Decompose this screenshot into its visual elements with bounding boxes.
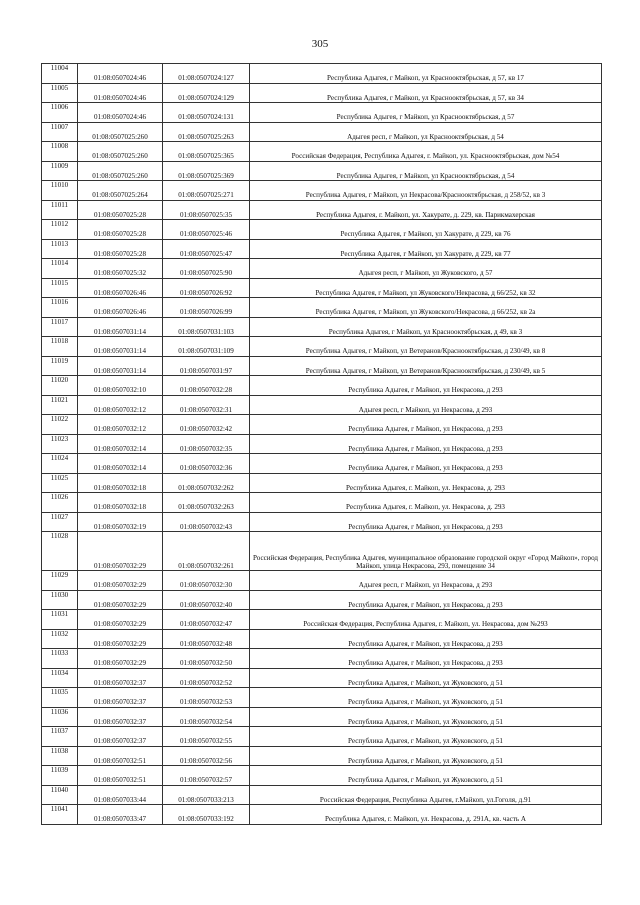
parent-cadastral-number-cell: 01:08:0507025:28 [78,239,163,259]
parent-cadastral-number-cell: 01:08:0507033:47 [78,805,163,825]
row-number-cell: 11032 [42,629,78,649]
row-number-cell: 11024 [42,454,78,474]
parent-cadastral-number-cell: 01:08:0507032:51 [78,766,163,786]
row-number-cell: 11039 [42,766,78,786]
table-row [42,103,602,123]
row-number-cell: 11037 [42,727,78,747]
cadastral-number-cell: 01:08:0507032:42 [163,415,250,435]
parent-cadastral-number-cell: 01:08:0507032:12 [78,395,163,415]
parent-cadastral-number-cell: 01:08:0507032:12 [78,415,163,435]
table-row [42,161,602,181]
parent-cadastral-number-cell: 01:08:0507032:29 [78,649,163,669]
parent-cadastral-number-cell: 01:08:0507032:37 [78,727,163,747]
cadastral-number-cell: 01:08:0507032:30 [163,571,250,591]
address-cell: Республика Адыгея, г Майкоп, ул Жуковского/Некрасова, д 66/252, кв 2а [250,298,602,318]
row-number-cell: 11008 [42,142,78,162]
cadastral-number-cell: 01:08:0507032:54 [163,707,250,727]
row-number-cell: 11029 [42,571,78,591]
parent-cadastral-number-cell: 01:08:0507032:37 [78,688,163,708]
table-row [42,668,602,688]
parent-cadastral-number-cell: 01:08:0507032:29 [78,590,163,610]
cadastral-number-cell: 01:08:0507033:213 [163,785,250,805]
parent-cadastral-number-cell: 01:08:0507032:51 [78,746,163,766]
table-row [42,805,602,825]
table-row [42,220,602,240]
cadastral-number-cell: 01:08:0507025:263 [163,122,250,142]
cadastral-number-cell: 01:08:0507033:192 [163,805,250,825]
table-row [42,629,602,649]
row-number-cell: 11009 [42,161,78,181]
row-number-cell: 11033 [42,649,78,669]
parent-cadastral-number-cell: 01:08:0507032:37 [78,707,163,727]
table-row [42,512,602,532]
row-number-cell: 11019 [42,356,78,376]
parent-cadastral-number-cell: 01:08:0507032:19 [78,512,163,532]
row-number-cell: 11041 [42,805,78,825]
table-row [42,688,602,708]
cadastral-number-cell: 01:08:0507025:369 [163,161,250,181]
table-row [42,298,602,318]
address-cell: Республика Адыгея, г Майкоп, ул Краснооктябрьская, д 57 [250,103,602,123]
table-row [42,434,602,454]
cadastral-number-cell: 01:08:0507032:52 [163,668,250,688]
parent-cadastral-number-cell: 01:08:0507033:44 [78,785,163,805]
table-row [42,590,602,610]
cadastral-number-cell: 01:08:0507032:263 [163,493,250,513]
address-cell: Российская Федерация, Республика Адыгея, муниципальное образование городской округ «Город Майкоп», город Майкоп, улица Некрасова, 293, помещение 34 [250,532,602,571]
parent-cadastral-number-cell: 01:08:0507032:29 [78,610,163,630]
row-number-cell: 11004 [42,64,78,84]
cadastral-number-cell: 01:08:0507032:53 [163,688,250,708]
cadastral-number-cell: 01:08:0507032:36 [163,454,250,474]
cadastral-number-cell: 01:08:0507025:365 [163,142,250,162]
table-row [42,649,602,669]
table-row [42,376,602,396]
page-number: 305 [311,38,329,50]
address-cell: Республика Адыгея, г. Майкоп, ул. Некрасова, д. 291А, кв. часть А [250,805,602,825]
table-row [42,415,602,435]
address-cell: Республика Адыгея, г Майкоп, ул Краснооктябрьская, д 54 [250,161,602,181]
row-number-cell: 11022 [42,415,78,435]
row-number-cell: 11023 [42,434,78,454]
row-number-cell: 11013 [42,239,78,259]
parent-cadastral-number-cell: 01:08:0507025:260 [78,122,163,142]
row-number-cell: 11007 [42,122,78,142]
row-number-cell: 11017 [42,317,78,337]
parent-cadastral-number-cell: 01:08:0507024:46 [78,83,163,103]
row-number-cell: 11026 [42,493,78,513]
row-number-cell: 11038 [42,746,78,766]
table-row [42,454,602,474]
parent-cadastral-number-cell: 01:08:0507024:46 [78,64,163,84]
cadastral-number-cell: 01:08:0507032:31 [163,395,250,415]
address-cell: Республика Адыгея, г Майкоп, ул Краснооктябрьская, д 49, кв 3 [250,317,602,337]
cadastral-number-cell: 01:08:0507032:55 [163,727,250,747]
table-row [42,239,602,259]
address-cell: Республика Адыгея, г Майкоп, ул Жуковского, д 51 [250,766,602,786]
parent-cadastral-number-cell: 01:08:0507031:14 [78,337,163,357]
table-row [42,64,602,84]
parent-cadastral-number-cell: 01:08:0507025:260 [78,161,163,181]
row-number-cell: 11035 [42,688,78,708]
parent-cadastral-number-cell: 01:08:0507032:37 [78,668,163,688]
parent-cadastral-number-cell: 01:08:0507032:18 [78,493,163,513]
address-cell: Республика Адыгея, г Майкоп, ул Краснооктябрьская, д 57, кв 34 [250,83,602,103]
parent-cadastral-number-cell: 01:08:0507032:18 [78,473,163,493]
address-cell: Республика Адыгея, г Майкоп, ул Некрасова, д 293 [250,376,602,396]
cadastral-number-cell: 01:08:0507032:57 [163,766,250,786]
row-number-cell: 11015 [42,278,78,298]
address-cell: Адыгея респ, г Майкоп, ул Жуковского, д 57 [250,259,602,279]
cadastral-number-cell: 01:08:0507025:35 [163,200,250,220]
table-row [42,122,602,142]
row-number-cell: 11028 [42,532,78,571]
parent-cadastral-number-cell: 01:08:0507032:14 [78,454,163,474]
table-row [42,259,602,279]
parent-cadastral-number-cell: 01:08:0507025:28 [78,200,163,220]
cadastral-number-cell: 01:08:0507032:261 [163,532,250,571]
parent-cadastral-number-cell: 01:08:0507032:10 [78,376,163,396]
address-cell: Республика Адыгея, г. Майкоп, ул. Хакурате, д. 229, кв. Парикмахерская [250,200,602,220]
row-number-cell: 11036 [42,707,78,727]
address-cell: Республика Адыгея, г Майкоп, ул Жуковского, д 51 [250,668,602,688]
cadastral-number-cell: 01:08:0507026:92 [163,278,250,298]
table-row [42,571,602,591]
cadastral-number-cell: 01:08:0507032:262 [163,473,250,493]
cadastral-number-cell: 01:08:0507024:131 [163,103,250,123]
parent-cadastral-number-cell: 01:08:0507025:264 [78,181,163,201]
address-cell: Республика Адыгея, г Майкоп, ул Некрасова, д 293 [250,649,602,669]
row-number-cell: 11031 [42,610,78,630]
address-cell: Республика Адыгея, г Майкоп, ул Некрасова, д 293 [250,434,602,454]
row-number-cell: 11040 [42,785,78,805]
table-row [42,317,602,337]
table-row [42,746,602,766]
address-cell: Республика Адыгея, г Майкоп, ул Некрасова, д 293 [250,415,602,435]
row-number-cell: 11010 [42,181,78,201]
table-row [42,707,602,727]
table-row [42,83,602,103]
table-row [42,395,602,415]
cadastral-number-cell: 01:08:0507031:103 [163,317,250,337]
address-cell: Адыгея респ, г Майкоп, ул Краснооктябрьская, д 54 [250,122,602,142]
parent-cadastral-number-cell: 01:08:0507026:46 [78,298,163,318]
address-cell: Республика Адыгея, г Майкоп, ул Жуковского, д 51 [250,727,602,747]
parent-cadastral-number-cell: 01:08:0507031:14 [78,317,163,337]
cadastral-number-cell: 01:08:0507026:99 [163,298,250,318]
row-number-cell: 11011 [42,200,78,220]
table-row [42,142,602,162]
row-number-cell: 11018 [42,337,78,357]
address-cell: Республика Адыгея, г Майкоп, ул Жуковского, д 51 [250,688,602,708]
cadastral-number-cell: 01:08:0507025:46 [163,220,250,240]
row-number-cell: 11025 [42,473,78,493]
registry-table-body [42,64,602,825]
parent-cadastral-number-cell: 01:08:0507031:14 [78,356,163,376]
address-cell: Республика Адыгея, г Майкоп, ул Некрасова, д 293 [250,454,602,474]
cadastral-number-cell: 01:08:0507032:40 [163,590,250,610]
parent-cadastral-number-cell: 01:08:0507032:29 [78,571,163,591]
address-cell: Адыгея респ, г Майкоп, ул Некрасова, д 293 [250,395,602,415]
table-row [42,727,602,747]
address-cell: Республика Адыгея, г Майкоп, ул Жуковского, д 51 [250,707,602,727]
address-cell: Республика Адыгея, г Майкоп, ул Жуковского, д 51 [250,746,602,766]
table-row [42,532,602,571]
table-row [42,610,602,630]
address-cell: Республика Адыгея, г. Майкоп, ул. Некрасова, д. 293 [250,493,602,513]
parent-cadastral-number-cell: 01:08:0507024:46 [78,103,163,123]
table-row [42,356,602,376]
cadastral-number-cell: 01:08:0507032:47 [163,610,250,630]
table-row [42,493,602,513]
parent-cadastral-number-cell: 01:08:0507025:32 [78,259,163,279]
cadastral-number-cell: 01:08:0507025:90 [163,259,250,279]
table-row [42,181,602,201]
parent-cadastral-number-cell: 01:08:0507025:260 [78,142,163,162]
row-number-cell: 11006 [42,103,78,123]
address-cell: Республика Адыгея, г Майкоп, ул Некрасова, д 293 [250,590,602,610]
address-cell: Российская Федерация, Республика Адыгея, г. Майкоп, ул. Краснооктябрьская, дом №54 [250,142,602,162]
cadastral-number-cell: 01:08:0507025:271 [163,181,250,201]
cadastral-number-cell: 01:08:0507024:129 [163,83,250,103]
row-number-cell: 11005 [42,83,78,103]
cadastral-number-cell: 01:08:0507032:50 [163,649,250,669]
address-cell: Республика Адыгея, г Майкоп, ул Ветеранов/Краснооктябрьская, д 230/49, кв 5 [250,356,602,376]
row-number-cell: 11030 [42,590,78,610]
row-number-cell: 11012 [42,220,78,240]
parent-cadastral-number-cell: 01:08:0507032:14 [78,434,163,454]
cadastral-number-cell: 01:08:0507025:47 [163,239,250,259]
address-cell: Российская Федерация, Республика Адыгея, г.Майкоп, ул.Гоголя, д.91 [250,785,602,805]
table-row [42,785,602,805]
table-row [42,337,602,357]
address-cell: Республика Адыгея, г Майкоп, ул Краснооктябрьская, д 57, кв 17 [250,64,602,84]
row-number-cell: 11020 [42,376,78,396]
row-number-cell: 11021 [42,395,78,415]
address-cell: Республика Адыгея, г Майкоп, ул Хакурате, д 229, кв 77 [250,239,602,259]
parent-cadastral-number-cell: 01:08:0507032:29 [78,629,163,649]
address-cell: Республика Адыгея, г Майкоп, ул Хакурате, д 229, кв 76 [250,220,602,240]
table-row [42,278,602,298]
table-row [42,473,602,493]
cadastral-number-cell: 01:08:0507032:28 [163,376,250,396]
row-number-cell: 11027 [42,512,78,532]
row-number-cell: 11014 [42,259,78,279]
address-cell: Российская Федерация, Республика Адыгея, г. Майкоп, ул. Некрасова, дом №293 [250,610,602,630]
address-cell: Адыгея респ, г Майкоп, ул Некрасова, д 293 [250,571,602,591]
parent-cadastral-number-cell: 01:08:0507026:46 [78,278,163,298]
cadastral-number-cell: 01:08:0507032:43 [163,512,250,532]
cadastral-number-cell: 01:08:0507031:109 [163,337,250,357]
cadastral-number-cell: 01:08:0507032:48 [163,629,250,649]
row-number-cell: 11034 [42,668,78,688]
address-cell: Республика Адыгея, г Майкоп, ул Некрасова, д 293 [250,629,602,649]
table-row [42,766,602,786]
address-cell: Республика Адыгея, г Майкоп, ул Некрасова/Краснооктябрьская, д 258/52, кв 3 [250,181,602,201]
address-cell: Республика Адыгея, г. Майкоп, ул. Некрасова, д. 293 [250,473,602,493]
cadastral-number-cell: 01:08:0507032:56 [163,746,250,766]
cadastral-number-cell: 01:08:0507024:127 [163,64,250,84]
row-number-cell: 11016 [42,298,78,318]
cadastral-registry-table [41,63,602,825]
table-row [42,200,602,220]
address-cell: Республика Адыгея, г Майкоп, ул Некрасова, д 293 [250,512,602,532]
parent-cadastral-number-cell: 01:08:0507025:28 [78,220,163,240]
address-cell: Республика Адыгея, г Майкоп, ул Жуковского/Некрасова, д 66/252, кв 32 [250,278,602,298]
parent-cadastral-number-cell: 01:08:0507032:29 [78,532,163,571]
address-cell: Республика Адыгея, г Майкоп, ул Ветеранов/Краснооктябрьская, д 230/49, кв 8 [250,337,602,357]
cadastral-number-cell: 01:08:0507032:35 [163,434,250,454]
cadastral-number-cell: 01:08:0507031:97 [163,356,250,376]
